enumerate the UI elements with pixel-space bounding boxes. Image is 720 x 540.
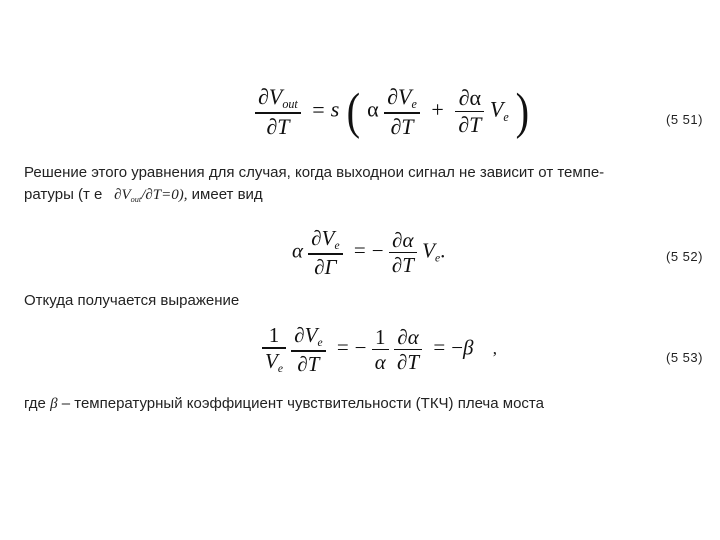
term2-fraction <box>455 85 484 137</box>
paragraph-definition <box>24 393 694 415</box>
definition-prefix: где <box>24 395 46 412</box>
tail-subscript: e <box>434 252 441 265</box>
fraction-3 <box>372 325 389 375</box>
fraction-4-numerator: ∂α <box>397 324 419 349</box>
fraction-3-denominator: α <box>374 350 386 375</box>
term2-numerator: ∂α <box>458 85 482 111</box>
fraction-3-numerator: 1 <box>375 324 386 349</box>
definition-text: – температурный коэффициент чувствительности (ТКЧ) плеча моста <box>61 395 544 412</box>
paragraph-solution <box>24 162 694 211</box>
minus-sign: − <box>371 238 384 263</box>
tail-punctuation: . <box>440 238 446 263</box>
fraction-2-denominator: ∂T <box>297 351 320 376</box>
factor-s: s <box>330 96 340 122</box>
equation-5-51 <box>255 84 531 139</box>
fraction-4 <box>394 325 422 375</box>
lhs-numerator-subscript: e <box>334 240 340 253</box>
equals-sign: = <box>353 238 366 263</box>
equation-number-5-51: (5 51) <box>666 112 703 127</box>
lhs-numerator-subscript: out <box>282 97 298 112</box>
rhs-numerator: ∂α <box>392 227 414 252</box>
term1-fraction <box>384 84 420 139</box>
minus-sign-2: − <box>451 335 464 360</box>
fraction-2-numerator: ∂V <box>294 323 318 347</box>
inline-dt: /∂T=0), <box>141 187 188 203</box>
fraction-1-numerator: 1 <box>268 323 280 347</box>
term2-denominator: ∂T <box>458 112 482 138</box>
equation-5-52 <box>292 226 445 279</box>
lhs-fraction <box>308 226 342 279</box>
fraction-2-numerator-subscript: e <box>317 337 323 350</box>
paragraph-line-2 <box>24 184 694 211</box>
fraction-2 <box>291 323 325 376</box>
fraction-1-denominator-subscript: e <box>277 362 283 375</box>
equation-number-5-53: (5 53) <box>666 350 703 365</box>
line2-suffix: имеет вид <box>191 186 263 203</box>
inline-derivative <box>107 187 188 203</box>
lhs-denominator: ∂Г <box>314 254 337 279</box>
equation-number-5-52: (5 52) <box>666 249 703 264</box>
equals-sign: = <box>312 96 325 122</box>
equation-punctuation: , <box>492 339 497 359</box>
alpha-symbol: α <box>367 96 379 122</box>
inline-dv-subscript: out <box>130 194 142 204</box>
paragraph-line-1: Решение этого уравнения для случая, когда выходнои сигнал не зависит от темпе- <box>24 164 605 181</box>
fraction-1 <box>262 323 286 376</box>
equation-5-53 <box>262 323 497 376</box>
lhs-numerator: ∂V <box>311 226 335 250</box>
tail-variable: V <box>422 238 435 263</box>
rhs-fraction <box>389 228 417 278</box>
lhs-numerator: ∂V <box>258 84 283 109</box>
term1-numerator-subscript: e <box>411 97 417 112</box>
lhs-fraction <box>255 84 301 139</box>
beta-symbol: β <box>50 396 58 412</box>
plus-sign: + <box>431 96 444 122</box>
term1-denominator: ∂T <box>390 113 414 139</box>
term1-numerator: ∂V <box>387 84 412 109</box>
inline-dv: ∂V <box>114 187 131 203</box>
fraction-1-denominator: V <box>265 348 278 373</box>
alpha-symbol: α <box>292 238 304 263</box>
left-paren: ( <box>346 83 360 140</box>
beta-symbol: β <box>463 335 474 360</box>
rhs-denominator: ∂T <box>391 253 414 278</box>
fraction-4-denominator: ∂T <box>397 350 420 375</box>
lhs-denominator: ∂T <box>266 113 290 139</box>
paragraph-derivation: Откуда получается выражение <box>24 292 240 309</box>
tail-subscript: e <box>503 109 509 124</box>
equals-sign-2: = <box>433 335 446 360</box>
equals-sign-1: = <box>336 335 349 360</box>
tail-variable: V <box>489 96 504 122</box>
right-paren: ) <box>515 83 530 140</box>
minus-sign-1: − <box>354 335 367 360</box>
line2-prefix: ратуры (т е <box>24 186 103 203</box>
